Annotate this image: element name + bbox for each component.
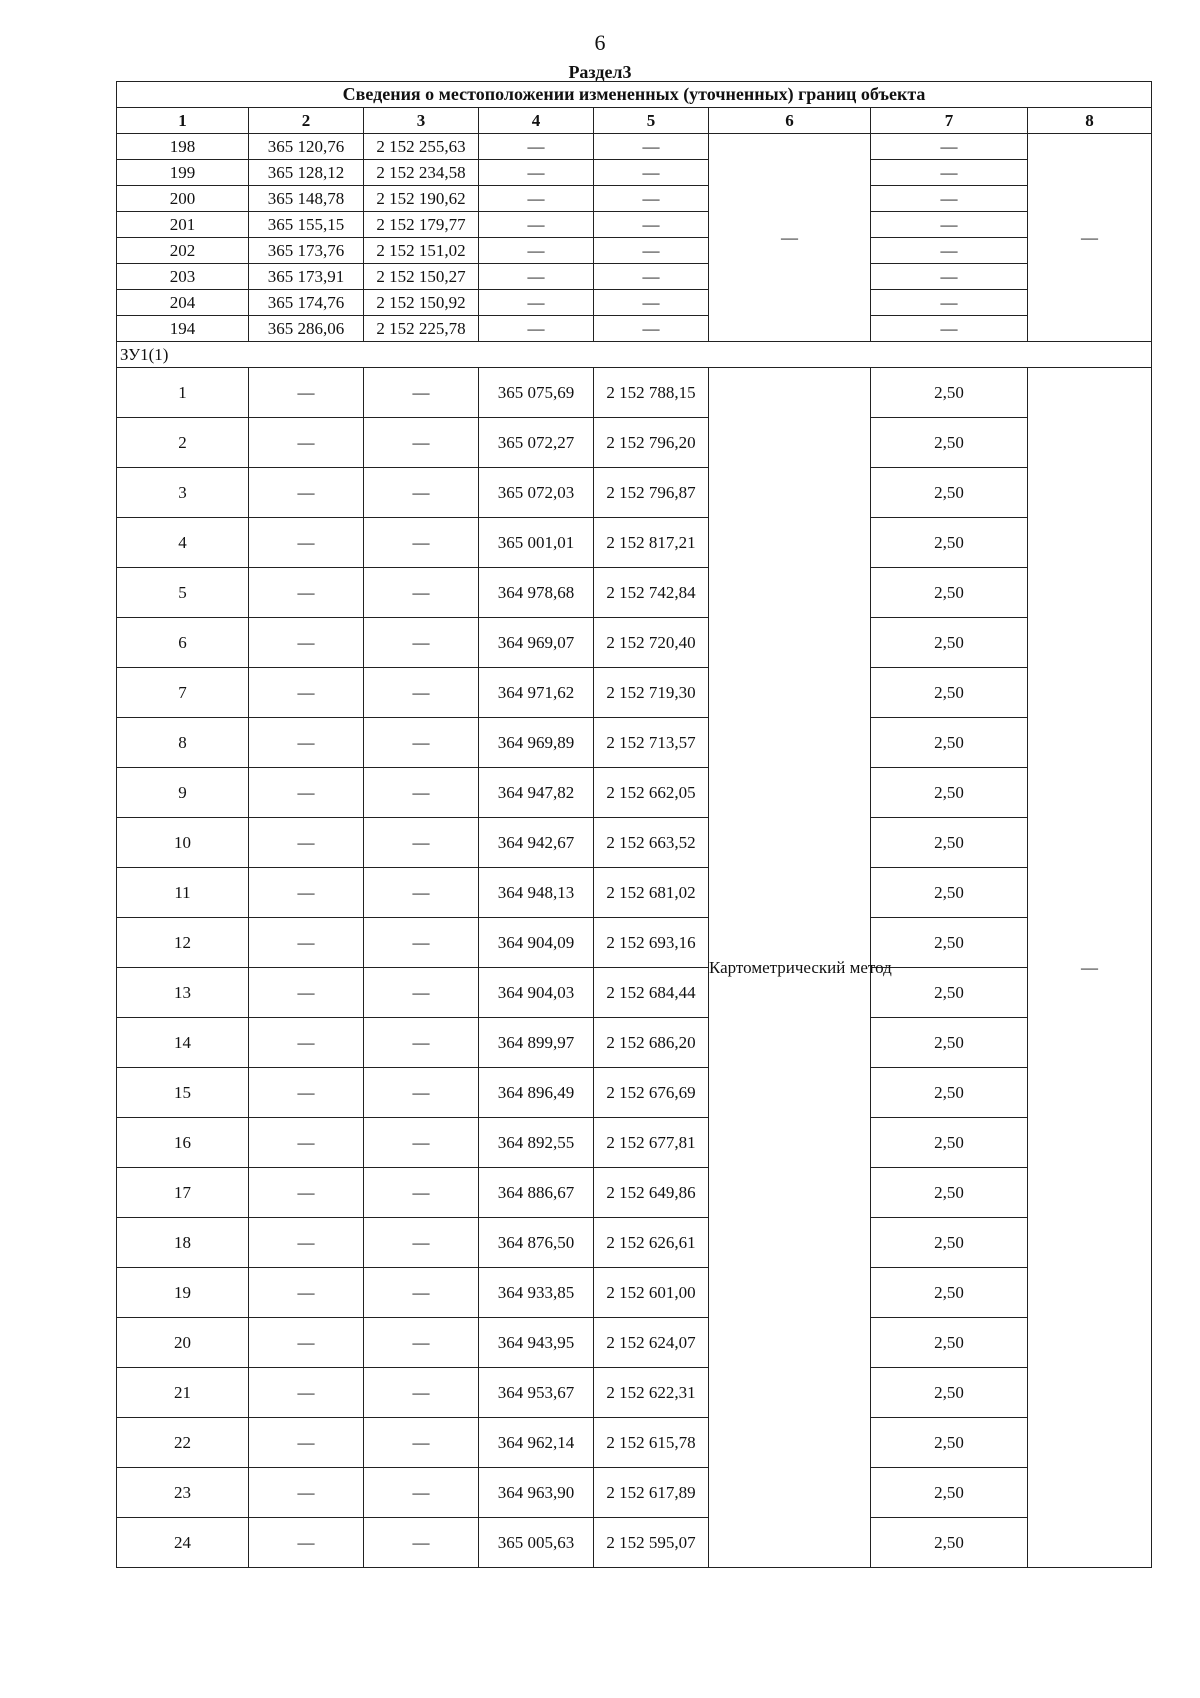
new-x-cell: 364 953,67 xyxy=(479,1368,594,1418)
accuracy-cell: 2,50 xyxy=(871,518,1028,568)
new-y-cell: 2 152 677,81 xyxy=(594,1118,709,1168)
table-row xyxy=(117,518,1152,568)
old-x-cell: 365 173,76 xyxy=(249,238,364,264)
accuracy-cell: 2,50 xyxy=(871,868,1028,918)
old-y-cell: 2 152 255,63 xyxy=(364,134,479,160)
point-number-cell: 199 xyxy=(117,160,249,186)
new-x-cell: 365 005,63 xyxy=(479,1518,594,1568)
accuracy-cell: 2,50 xyxy=(871,468,1028,518)
new-x-cell: 364 969,07 xyxy=(479,618,594,668)
new-x-cell: 365 001,01 xyxy=(479,518,594,568)
point-number-cell: 1 xyxy=(117,368,249,418)
new-x-cell: 365 072,03 xyxy=(479,468,594,518)
table-row xyxy=(117,1318,1152,1368)
old-x-cell: — xyxy=(249,1068,364,1118)
point-number-cell: 16 xyxy=(117,1118,249,1168)
accuracy-cell: — xyxy=(871,212,1028,238)
old-x-cell: — xyxy=(249,768,364,818)
new-x-cell: 364 892,55 xyxy=(479,1118,594,1168)
point-number-cell: 17 xyxy=(117,1168,249,1218)
method-cell: — xyxy=(709,134,871,342)
new-y-cell: 2 152 693,16 xyxy=(594,918,709,968)
point-number-cell: 204 xyxy=(117,290,249,316)
new-y-cell: 2 152 686,20 xyxy=(594,1018,709,1068)
old-x-cell: — xyxy=(249,1268,364,1318)
accuracy-cell: 2,50 xyxy=(871,918,1028,968)
point-number-cell: 203 xyxy=(117,264,249,290)
accuracy-cell: 2,50 xyxy=(871,718,1028,768)
table-row xyxy=(117,160,1152,186)
new-y-cell: 2 152 663,52 xyxy=(594,818,709,868)
table-row xyxy=(117,668,1152,718)
accuracy-cell: 2,50 xyxy=(871,968,1028,1018)
column-header: 4 xyxy=(479,108,594,134)
table-row xyxy=(117,418,1152,468)
accuracy-cell: 2,50 xyxy=(871,1168,1028,1218)
old-y-cell: — xyxy=(364,1468,479,1518)
old-x-cell: 365 120,76 xyxy=(249,134,364,160)
new-x-cell: 364 904,09 xyxy=(479,918,594,968)
table-row xyxy=(117,264,1152,290)
new-x-cell: — xyxy=(479,264,594,290)
point-number-cell: 9 xyxy=(117,768,249,818)
point-number-cell: 24 xyxy=(117,1518,249,1568)
new-x-cell: 364 963,90 xyxy=(479,1468,594,1518)
table-row xyxy=(117,868,1152,918)
table-row xyxy=(117,1068,1152,1118)
table-row xyxy=(117,1268,1152,1318)
old-x-cell: — xyxy=(249,1018,364,1068)
new-y-cell: 2 152 622,31 xyxy=(594,1368,709,1418)
description-cell: — xyxy=(1028,134,1152,342)
new-y-cell: 2 152 817,21 xyxy=(594,518,709,568)
old-y-cell: — xyxy=(364,518,479,568)
point-number-cell: 23 xyxy=(117,1468,249,1518)
new-y-cell: 2 152 624,07 xyxy=(594,1318,709,1368)
old-y-cell: 2 152 179,77 xyxy=(364,212,479,238)
old-x-cell: — xyxy=(249,468,364,518)
old-x-cell: — xyxy=(249,1368,364,1418)
old-y-cell: — xyxy=(364,1318,479,1368)
accuracy-cell: 2,50 xyxy=(871,418,1028,468)
table-row xyxy=(117,238,1152,264)
new-x-cell: 364 948,13 xyxy=(479,868,594,918)
table-caption: Сведения о местоположении измененных (уточненных) границ объекта xyxy=(117,82,1152,108)
point-number-cell: 201 xyxy=(117,212,249,238)
old-x-cell: — xyxy=(249,668,364,718)
table-row xyxy=(117,186,1152,212)
new-y-cell: — xyxy=(594,264,709,290)
old-x-cell: 365 128,12 xyxy=(249,160,364,186)
old-x-cell: — xyxy=(249,418,364,468)
new-y-cell: 2 152 649,86 xyxy=(594,1168,709,1218)
old-y-cell: — xyxy=(364,1218,479,1268)
old-y-cell: — xyxy=(364,1268,479,1318)
old-y-cell: — xyxy=(364,618,479,668)
point-number-cell: 18 xyxy=(117,1218,249,1268)
new-x-cell: — xyxy=(479,134,594,160)
new-x-cell: — xyxy=(479,238,594,264)
point-number-cell: 5 xyxy=(117,568,249,618)
new-y-cell: 2 152 601,00 xyxy=(594,1268,709,1318)
new-x-cell: 364 962,14 xyxy=(479,1418,594,1468)
old-y-cell: — xyxy=(364,1118,479,1168)
new-x-cell: — xyxy=(479,212,594,238)
new-y-cell: 2 152 662,05 xyxy=(594,768,709,818)
column-header: 6 xyxy=(709,108,871,134)
new-y-cell: 2 152 681,02 xyxy=(594,868,709,918)
column-header-row xyxy=(117,108,1152,134)
point-number-cell: 22 xyxy=(117,1418,249,1468)
old-y-cell: — xyxy=(364,468,479,518)
new-x-cell: 365 075,69 xyxy=(479,368,594,418)
new-y-cell: — xyxy=(594,134,709,160)
point-number-cell: 202 xyxy=(117,238,249,264)
point-number-cell: 12 xyxy=(117,918,249,968)
new-y-cell: — xyxy=(594,160,709,186)
point-number-cell: 21 xyxy=(117,1368,249,1418)
point-number-cell: 4 xyxy=(117,518,249,568)
old-x-cell: — xyxy=(249,1468,364,1518)
old-x-cell: 365 286,06 xyxy=(249,316,364,342)
old-y-cell: — xyxy=(364,868,479,918)
old-x-cell: — xyxy=(249,1168,364,1218)
accuracy-cell: — xyxy=(871,238,1028,264)
old-x-cell: — xyxy=(249,1518,364,1568)
table-row xyxy=(117,818,1152,868)
old-y-cell: — xyxy=(364,1418,479,1468)
accuracy-cell: 2,50 xyxy=(871,1068,1028,1118)
point-number-cell: 2 xyxy=(117,418,249,468)
point-number-cell: 194 xyxy=(117,316,249,342)
old-x-cell: — xyxy=(249,618,364,668)
table-row xyxy=(117,768,1152,818)
old-y-cell: — xyxy=(364,568,479,618)
column-header: 1 xyxy=(117,108,249,134)
accuracy-cell: 2,50 xyxy=(871,568,1028,618)
table-row xyxy=(117,568,1152,618)
new-y-cell: 2 152 617,89 xyxy=(594,1468,709,1518)
point-number-cell: 6 xyxy=(117,618,249,668)
old-y-cell: — xyxy=(364,668,479,718)
new-y-cell: — xyxy=(594,290,709,316)
parcel-label-cell: ЗУ1(1) xyxy=(117,342,1152,368)
new-x-cell: 364 943,95 xyxy=(479,1318,594,1368)
table-row xyxy=(117,1518,1152,1568)
table-row xyxy=(117,1218,1152,1268)
accuracy-cell: — xyxy=(871,160,1028,186)
new-y-cell: 2 152 595,07 xyxy=(594,1518,709,1568)
accuracy-cell: — xyxy=(871,134,1028,160)
accuracy-cell: 2,50 xyxy=(871,1468,1028,1518)
point-number-cell: 200 xyxy=(117,186,249,212)
old-y-cell: — xyxy=(364,718,479,768)
new-y-cell: 2 152 742,84 xyxy=(594,568,709,618)
accuracy-cell: 2,50 xyxy=(871,1318,1028,1368)
new-x-cell: 364 942,67 xyxy=(479,818,594,868)
old-y-cell: — xyxy=(364,968,479,1018)
table-row xyxy=(117,212,1152,238)
new-x-cell: 365 072,27 xyxy=(479,418,594,468)
point-number-cell: 15 xyxy=(117,1068,249,1118)
table-row xyxy=(117,342,1152,368)
table-row xyxy=(117,1018,1152,1068)
table-row xyxy=(117,1168,1152,1218)
old-y-cell: — xyxy=(364,418,479,468)
old-x-cell: — xyxy=(249,568,364,618)
new-x-cell: 364 899,97 xyxy=(479,1018,594,1068)
new-x-cell: 364 896,49 xyxy=(479,1068,594,1118)
accuracy-cell: — xyxy=(871,290,1028,316)
new-x-cell: — xyxy=(479,186,594,212)
column-header: 2 xyxy=(249,108,364,134)
new-x-cell: 364 876,50 xyxy=(479,1218,594,1268)
point-number-cell: 7 xyxy=(117,668,249,718)
new-y-cell: 2 152 796,87 xyxy=(594,468,709,518)
accuracy-cell: 2,50 xyxy=(871,1418,1028,1468)
method-cell: Картометрический метод xyxy=(709,368,871,1568)
point-number-cell: 3 xyxy=(117,468,249,518)
old-x-cell: 365 155,15 xyxy=(249,212,364,238)
table-row xyxy=(117,316,1152,342)
point-number-cell: 198 xyxy=(117,134,249,160)
old-x-cell: — xyxy=(249,868,364,918)
table-row xyxy=(117,718,1152,768)
coordinates-table xyxy=(116,81,1152,1568)
old-y-cell: — xyxy=(364,1518,479,1568)
new-y-cell: 2 152 676,69 xyxy=(594,1068,709,1118)
table-row xyxy=(117,1118,1152,1168)
new-y-cell: 2 152 615,78 xyxy=(594,1418,709,1468)
column-header: 5 xyxy=(594,108,709,134)
old-y-cell: — xyxy=(364,368,479,418)
old-x-cell: — xyxy=(249,918,364,968)
new-y-cell: — xyxy=(594,316,709,342)
old-y-cell: — xyxy=(364,818,479,868)
accuracy-cell: 2,50 xyxy=(871,1118,1028,1168)
description-cell: — xyxy=(1028,368,1152,1568)
table-row xyxy=(117,918,1152,968)
accuracy-cell: 2,50 xyxy=(871,368,1028,418)
page-number: 6 xyxy=(594,30,606,55)
old-y-cell: 2 152 151,02 xyxy=(364,238,479,264)
point-number-cell: 11 xyxy=(117,868,249,918)
new-y-cell: — xyxy=(594,186,709,212)
table-row xyxy=(117,968,1152,1018)
new-y-cell: 2 152 713,57 xyxy=(594,718,709,768)
point-number-cell: 20 xyxy=(117,1318,249,1368)
accuracy-cell: 2,50 xyxy=(871,1268,1028,1318)
accuracy-cell: 2,50 xyxy=(871,618,1028,668)
accuracy-cell: 2,50 xyxy=(871,1218,1028,1268)
table-row xyxy=(117,618,1152,668)
old-y-cell: — xyxy=(364,1368,479,1418)
accuracy-cell: 2,50 xyxy=(871,668,1028,718)
table-row xyxy=(117,290,1152,316)
point-number-cell: 10 xyxy=(117,818,249,868)
old-y-cell: — xyxy=(364,1018,479,1068)
accuracy-cell: 2,50 xyxy=(871,768,1028,818)
table-row xyxy=(117,134,1152,160)
old-x-cell: — xyxy=(249,718,364,768)
table-row xyxy=(117,468,1152,518)
new-x-cell: 364 969,89 xyxy=(479,718,594,768)
accuracy-cell: 2,50 xyxy=(871,1018,1028,1068)
accuracy-cell: 2,50 xyxy=(871,1518,1028,1568)
old-x-cell: — xyxy=(249,968,364,1018)
old-y-cell: — xyxy=(364,1068,479,1118)
new-y-cell: 2 152 720,40 xyxy=(594,618,709,668)
new-x-cell: 364 933,85 xyxy=(479,1268,594,1318)
new-x-cell: 364 971,62 xyxy=(479,668,594,718)
table-row xyxy=(117,1468,1152,1518)
old-x-cell: — xyxy=(249,518,364,568)
old-y-cell: 2 152 150,27 xyxy=(364,264,479,290)
new-x-cell: — xyxy=(479,160,594,186)
new-y-cell: 2 152 788,15 xyxy=(594,368,709,418)
old-x-cell: 365 174,76 xyxy=(249,290,364,316)
new-x-cell: 364 978,68 xyxy=(479,568,594,618)
new-x-cell: 364 947,82 xyxy=(479,768,594,818)
accuracy-cell: — xyxy=(871,186,1028,212)
accuracy-cell: 2,50 xyxy=(871,818,1028,868)
old-x-cell: — xyxy=(249,368,364,418)
new-x-cell: 364 904,03 xyxy=(479,968,594,1018)
old-y-cell: — xyxy=(364,768,479,818)
point-number-cell: 13 xyxy=(117,968,249,1018)
old-x-cell: — xyxy=(249,1318,364,1368)
table-row xyxy=(117,368,1152,418)
column-header: 8 xyxy=(1028,108,1152,134)
column-header: 3 xyxy=(364,108,479,134)
point-number-cell: 19 xyxy=(117,1268,249,1318)
old-x-cell: — xyxy=(249,1218,364,1268)
old-y-cell: 2 152 225,78 xyxy=(364,316,479,342)
old-y-cell: 2 152 234,58 xyxy=(364,160,479,186)
column-header: 7 xyxy=(871,108,1028,134)
new-x-cell: — xyxy=(479,290,594,316)
old-x-cell: — xyxy=(249,1418,364,1468)
accuracy-cell: — xyxy=(871,316,1028,342)
new-x-cell: 364 886,67 xyxy=(479,1168,594,1218)
old-x-cell: — xyxy=(249,1118,364,1168)
old-x-cell: 365 173,91 xyxy=(249,264,364,290)
old-y-cell: — xyxy=(364,1168,479,1218)
old-x-cell: — xyxy=(249,818,364,868)
old-y-cell: 2 152 150,92 xyxy=(364,290,479,316)
new-y-cell: 2 152 796,20 xyxy=(594,418,709,468)
old-y-cell: 2 152 190,62 xyxy=(364,186,479,212)
new-y-cell: — xyxy=(594,238,709,264)
accuracy-cell: — xyxy=(871,264,1028,290)
new-y-cell: 2 152 719,30 xyxy=(594,668,709,718)
table-row xyxy=(117,1368,1152,1418)
section-title: Раздел3 xyxy=(568,62,632,82)
new-y-cell: 2 152 684,44 xyxy=(594,968,709,1018)
new-x-cell: — xyxy=(479,316,594,342)
accuracy-cell: 2,50 xyxy=(871,1368,1028,1418)
old-y-cell: — xyxy=(364,918,479,968)
point-number-cell: 8 xyxy=(117,718,249,768)
new-y-cell: 2 152 626,61 xyxy=(594,1218,709,1268)
point-number-cell: 14 xyxy=(117,1018,249,1068)
new-y-cell: — xyxy=(594,212,709,238)
old-x-cell: 365 148,78 xyxy=(249,186,364,212)
table-row xyxy=(117,1418,1152,1468)
